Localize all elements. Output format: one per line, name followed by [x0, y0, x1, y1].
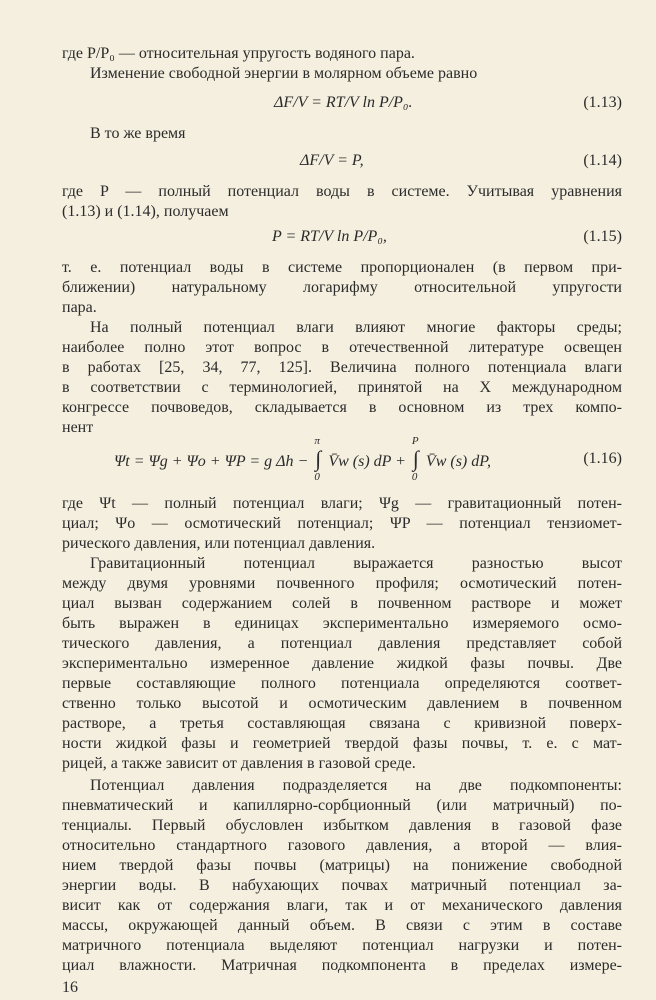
equation-body: P = RT/V ln P/P₀, [272, 228, 387, 245]
text-line: На полный потенциал влаги влияют многие факторы среды; [90, 319, 622, 336]
equation-1-16 [62, 435, 622, 483]
integral-upper-limit: π [314, 435, 320, 447]
text-line: пара. [62, 299, 97, 316]
text-line: (1.13) и (1.14), получаем [62, 203, 229, 220]
equation-1-13 [62, 92, 622, 114]
integral-sign: P ∫ 0 [410, 448, 422, 473]
text-line: матричного потенциала выделяют потенциал нагрузки и потен- [62, 937, 622, 954]
text-line: конгрессе почвоведов, складывается в основном из трех компо- [62, 399, 622, 416]
text-line: висит как от содержания влаги, так и от механического давления [62, 897, 622, 914]
integral-lower-limit: 0 [314, 471, 320, 483]
text-line: первые составляющие полного потенциала определяются соответ- [62, 675, 622, 692]
text-line: пневматический и капиллярно-сорбционный (или матричный) по- [62, 797, 622, 814]
text-line: Гравитационный потенциал выражается разностью высот [90, 555, 622, 572]
text-line: тического давления, а потенциал давления представляет собой [62, 635, 622, 652]
equation-number: (1.13) [583, 94, 622, 111]
text-line: энергии воды. В набухающих почвах матричный потенциал за- [62, 877, 622, 894]
text-line: ственно только высотой и осмотическим давлением в почвенном [62, 695, 622, 712]
text-line: В то же время [90, 125, 186, 142]
integral-upper-limit: P [411, 435, 419, 447]
text-line: быть выражен в единицах экспериментально измеряемого осмо- [62, 615, 622, 632]
text-line: циал; Ψo — осмотический потенциал; ΨP — потенциал тензиомет- [62, 515, 622, 532]
equation-body: ΔF/V = RT/V ln P/P₀. [274, 94, 413, 111]
text-line: между двумя уровнями почвенного профиля; осмотический потен- [62, 575, 622, 592]
text-line: ности жидкой фазы и геометрией твердой фазы почвы, т. е. с мат- [62, 735, 622, 752]
text-line: нием твердой фазы почвы (матрицы) на понижение свободной [62, 857, 622, 874]
text-line: нент [62, 419, 94, 436]
text-line: в соответствии с терминологией, принятой на X международном [62, 379, 622, 396]
text-line: Потенциал давления подразделяется на две подкомпоненты: [90, 777, 622, 794]
text-line: циал вызван содержанием солей в почвенном растворе и может [62, 595, 622, 612]
text-line: циал влажности. Матричная подкомпонента в пределах измере- [62, 957, 622, 974]
integral-lower-limit: 0 [411, 471, 418, 483]
page-number: 16 [62, 979, 78, 996]
integral-sign: π ∫ 0 [312, 448, 324, 473]
equation-number: (1.15) [583, 228, 622, 245]
equation-number: (1.14) [583, 152, 622, 169]
text-line: где Ψt — полный потенциал влаги; Ψg — гравитационный потен- [62, 495, 622, 512]
equation-1-15 [62, 226, 622, 248]
text-line: где P — полный потенциал воды в системе. Учитывая уравнения [62, 183, 622, 200]
text-line: наиболее полно этот вопрос в отечественной литературе освещен [62, 339, 622, 356]
text-line: относительно стандартного газового давления, а второй — влия- [62, 837, 622, 854]
equation-lhs: Ψt = Ψg + Ψo + ΨP = g Δh − [114, 453, 309, 470]
text-line: где P/P₀ — относительная упругость водяного пара. [62, 45, 415, 62]
equation-body: ΔF/V = P, [300, 152, 364, 169]
text-line: рического давления, или потенциал давления. [62, 535, 376, 552]
equation-1-14 [62, 150, 622, 172]
text-line: в работах [25, 34, 77, 125]. Величина полного потенциала влаги [62, 359, 622, 376]
text-line: экспериментально измеренное давление жидкой фазы почвы. Две [62, 655, 622, 672]
integral-expression: V̄w (s) dP + [328, 453, 406, 470]
text-line: растворе, а третья составляющая связана с кривизной поверх- [62, 715, 622, 732]
text-line: рицей, а также зависит от давления в газовой среде. [62, 755, 416, 772]
equation-number: (1.16) [583, 450, 622, 467]
text-line: ближении) натуральному логарифму относительной упругости [62, 279, 622, 296]
text-line: массы, окружающей данный объем. В связи с этим в составе [62, 917, 622, 934]
text-line: т. е. потенциал воды в системе пропорционален (в первом при- [62, 259, 622, 276]
integral-expression: V̄w (s) dP, [425, 453, 491, 470]
text-line: Изменение свободной энергии в молярном объеме равно [90, 65, 478, 82]
text-line: тенциалы. Первый обусловлен избытком давления в газовой фазе [62, 817, 622, 834]
